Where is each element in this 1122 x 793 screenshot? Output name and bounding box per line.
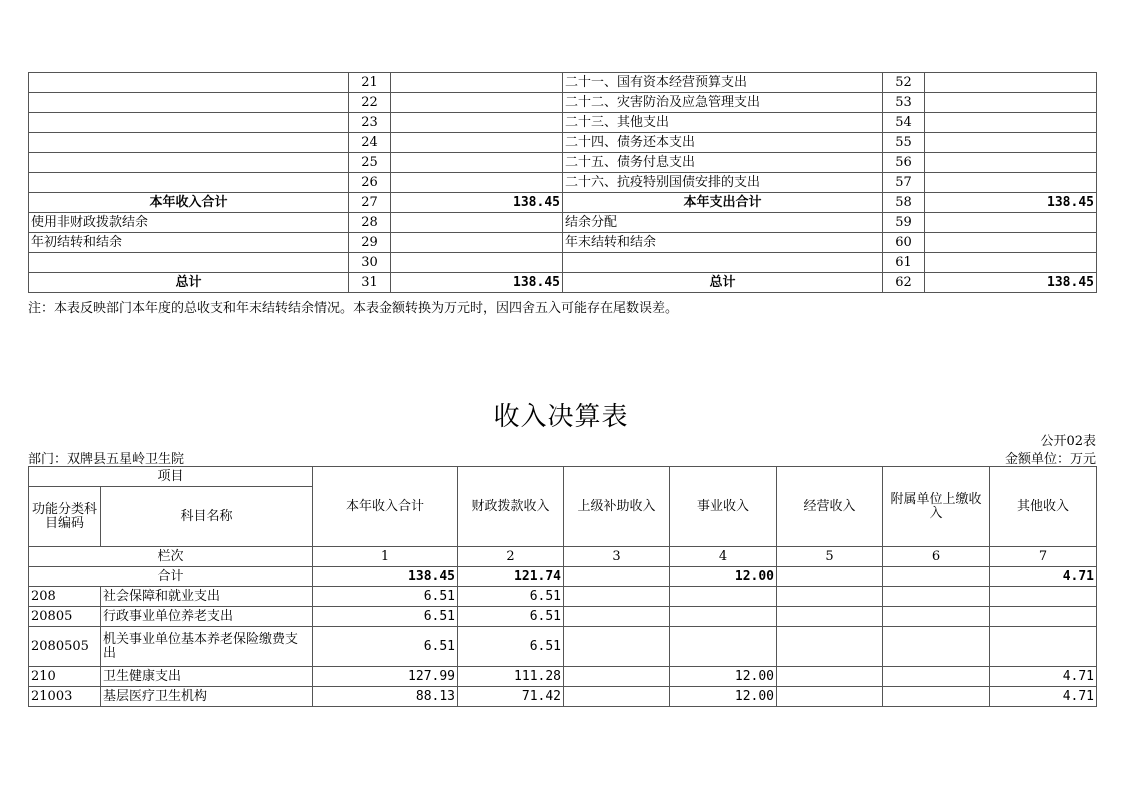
left-amount	[391, 173, 563, 193]
left-line-no: 30	[349, 253, 391, 273]
func-code: 20805	[29, 607, 101, 627]
right-item: 二十四、债务还本支出	[563, 133, 883, 153]
amount-cell	[670, 587, 777, 607]
left-item	[29, 73, 349, 93]
amount-cell	[883, 687, 990, 707]
total-label: 合计	[29, 567, 313, 587]
amount-cell	[883, 607, 990, 627]
amount-cell	[777, 627, 883, 667]
subject-name: 行政事业单位养老支出	[101, 607, 313, 627]
header-col-6: 附属单位上缴收入	[883, 467, 990, 547]
header-col-seq: 栏次	[29, 547, 313, 567]
right-item: 本年支出合计	[563, 193, 883, 213]
subject-name: 社会保障和就业支出	[101, 587, 313, 607]
table-row	[29, 253, 1097, 273]
left-line-no: 31	[349, 273, 391, 293]
amount-cell	[564, 607, 670, 627]
income-expense-summary-table	[28, 72, 1097, 293]
right-amount: 138.45	[925, 273, 1097, 293]
right-line-no: 62	[883, 273, 925, 293]
table-row	[29, 607, 1097, 627]
total-row	[29, 567, 1097, 587]
table-row	[29, 587, 1097, 607]
amount-cell	[670, 627, 777, 667]
left-line-no: 21	[349, 73, 391, 93]
func-code: 2080505	[29, 627, 101, 667]
right-line-no: 61	[883, 253, 925, 273]
amount-cell	[777, 667, 883, 687]
header-subject-name: 科目名称	[101, 487, 313, 547]
col-num: 6	[883, 547, 990, 567]
left-line-no: 26	[349, 173, 391, 193]
right-line-no: 53	[883, 93, 925, 113]
amount-cell: 6.51	[313, 607, 458, 627]
right-item: 二十五、债务付息支出	[563, 153, 883, 173]
left-item	[29, 253, 349, 273]
left-amount	[391, 73, 563, 93]
right-item: 二十六、抗疫特别国债安排的支出	[563, 173, 883, 193]
amount-cell	[564, 627, 670, 667]
right-amount	[925, 253, 1097, 273]
left-amount: 138.45	[391, 193, 563, 213]
amount-cell	[990, 607, 1097, 627]
table-row	[29, 113, 1097, 133]
left-item	[29, 153, 349, 173]
table-row	[29, 627, 1097, 667]
func-code: 208	[29, 587, 101, 607]
amount-cell	[564, 587, 670, 607]
col-num: 2	[458, 547, 564, 567]
amount-cell	[990, 627, 1097, 667]
right-amount	[925, 153, 1097, 173]
col-num: 3	[564, 547, 670, 567]
table-row	[29, 73, 1097, 93]
left-line-no: 29	[349, 233, 391, 253]
table-row	[29, 193, 1097, 213]
amount-cell: 71.42	[458, 687, 564, 707]
table-row	[29, 153, 1097, 173]
left-line-no: 25	[349, 153, 391, 173]
header-col-2: 财政拨款收入	[458, 467, 564, 547]
header-col-5: 经营收入	[777, 467, 883, 547]
amount-cell	[883, 627, 990, 667]
left-line-no: 23	[349, 113, 391, 133]
amount-cell: 6.51	[458, 587, 564, 607]
amount-cell	[564, 687, 670, 707]
func-code: 210	[29, 667, 101, 687]
left-amount: 138.45	[391, 273, 563, 293]
right-amount	[925, 233, 1097, 253]
right-line-no: 58	[883, 193, 925, 213]
total-value	[564, 567, 670, 587]
amount-cell	[670, 607, 777, 627]
amount-cell: 12.00	[670, 687, 777, 707]
table-row	[29, 133, 1097, 153]
amount-cell	[777, 607, 883, 627]
amount-cell: 4.71	[990, 667, 1097, 687]
table-row	[29, 173, 1097, 193]
header-col-4: 事业收入	[670, 467, 777, 547]
right-line-no: 60	[883, 233, 925, 253]
left-item	[29, 133, 349, 153]
left-item: 使用非财政拨款结余	[29, 213, 349, 233]
amount-cell: 127.99	[313, 667, 458, 687]
col-num: 5	[777, 547, 883, 567]
left-line-no: 28	[349, 213, 391, 233]
table-row	[29, 273, 1097, 293]
department-label: 部门：双牌县五星岭卫生院	[28, 452, 185, 467]
table-row	[29, 213, 1097, 233]
left-amount	[391, 93, 563, 113]
right-line-no: 59	[883, 213, 925, 233]
right-amount	[925, 73, 1097, 93]
left-amount	[391, 253, 563, 273]
header-col-3: 上级补助收入	[564, 467, 670, 547]
table-row	[29, 667, 1097, 687]
left-line-no: 22	[349, 93, 391, 113]
table-row	[29, 93, 1097, 113]
amount-cell	[564, 667, 670, 687]
left-amount	[391, 153, 563, 173]
right-item: 二十三、其他支出	[563, 113, 883, 133]
func-code: 21003	[29, 687, 101, 707]
right-item: 总计	[563, 273, 883, 293]
amount-cell: 6.51	[458, 607, 564, 627]
amount-cell	[883, 667, 990, 687]
subject-name: 基层医疗卫生机构	[101, 687, 313, 707]
right-amount	[925, 93, 1097, 113]
left-item	[29, 173, 349, 193]
right-line-no: 52	[883, 73, 925, 93]
right-line-no: 57	[883, 173, 925, 193]
table-row	[29, 687, 1097, 707]
right-item: 二十一、国有资本经营预算支出	[563, 73, 883, 93]
left-amount	[391, 113, 563, 133]
amount-cell: 6.51	[313, 627, 458, 667]
amount-cell: 88.13	[313, 687, 458, 707]
amount-cell: 12.00	[670, 667, 777, 687]
amount-cell	[777, 587, 883, 607]
amount-cell: 6.51	[458, 627, 564, 667]
table-note: 注：本表反映部门本年度的总收支和年末结转结余情况。本表金额转换为万元时，因四舍五入可能存在尾数误差。	[28, 301, 679, 316]
right-line-no: 54	[883, 113, 925, 133]
left-line-no: 24	[349, 133, 391, 153]
right-amount	[925, 213, 1097, 233]
amount-cell	[883, 587, 990, 607]
col-num: 7	[990, 547, 1097, 567]
right-amount: 138.45	[925, 193, 1097, 213]
header-col-7: 其他收入	[990, 467, 1097, 547]
left-item	[29, 93, 349, 113]
left-item: 总计	[29, 273, 349, 293]
right-amount	[925, 113, 1097, 133]
right-item: 结余分配	[563, 213, 883, 233]
amount-unit-label: 金额单位：万元	[1004, 452, 1096, 467]
left-item	[29, 113, 349, 133]
subject-name: 卫生健康支出	[101, 667, 313, 687]
total-value: 121.74	[458, 567, 564, 587]
header-project: 项目	[29, 467, 313, 487]
amount-cell	[990, 587, 1097, 607]
amount-cell	[777, 687, 883, 707]
form-number: 公开02表	[1040, 434, 1096, 449]
amount-cell: 6.51	[313, 587, 458, 607]
col-num: 4	[670, 547, 777, 567]
total-value: 12.00	[670, 567, 777, 587]
table-row	[29, 233, 1097, 253]
right-item: 二十二、灾害防治及应急管理支出	[563, 93, 883, 113]
amount-cell: 111.28	[458, 667, 564, 687]
right-line-no: 56	[883, 153, 925, 173]
left-line-no: 27	[349, 193, 391, 213]
col-num: 1	[313, 547, 458, 567]
income-statement-table	[28, 466, 1097, 707]
right-item: 年末结转和结余	[563, 233, 883, 253]
subject-name: 机关事业单位基本养老保险缴费支出	[101, 627, 313, 667]
total-value: 138.45	[313, 567, 458, 587]
right-amount	[925, 133, 1097, 153]
amount-cell: 4.71	[990, 687, 1097, 707]
header-col-1: 本年收入合计	[313, 467, 458, 547]
left-amount	[391, 213, 563, 233]
total-value	[777, 567, 883, 587]
total-value: 4.71	[990, 567, 1097, 587]
page-title: 收入决算表	[493, 402, 629, 432]
left-item: 本年收入合计	[29, 193, 349, 213]
header-func-code: 功能分类科目编码	[29, 487, 101, 547]
right-amount	[925, 173, 1097, 193]
right-item	[563, 253, 883, 273]
right-line-no: 55	[883, 133, 925, 153]
left-item: 年初结转和结余	[29, 233, 349, 253]
total-value	[883, 567, 990, 587]
left-amount	[391, 133, 563, 153]
left-amount	[391, 233, 563, 253]
